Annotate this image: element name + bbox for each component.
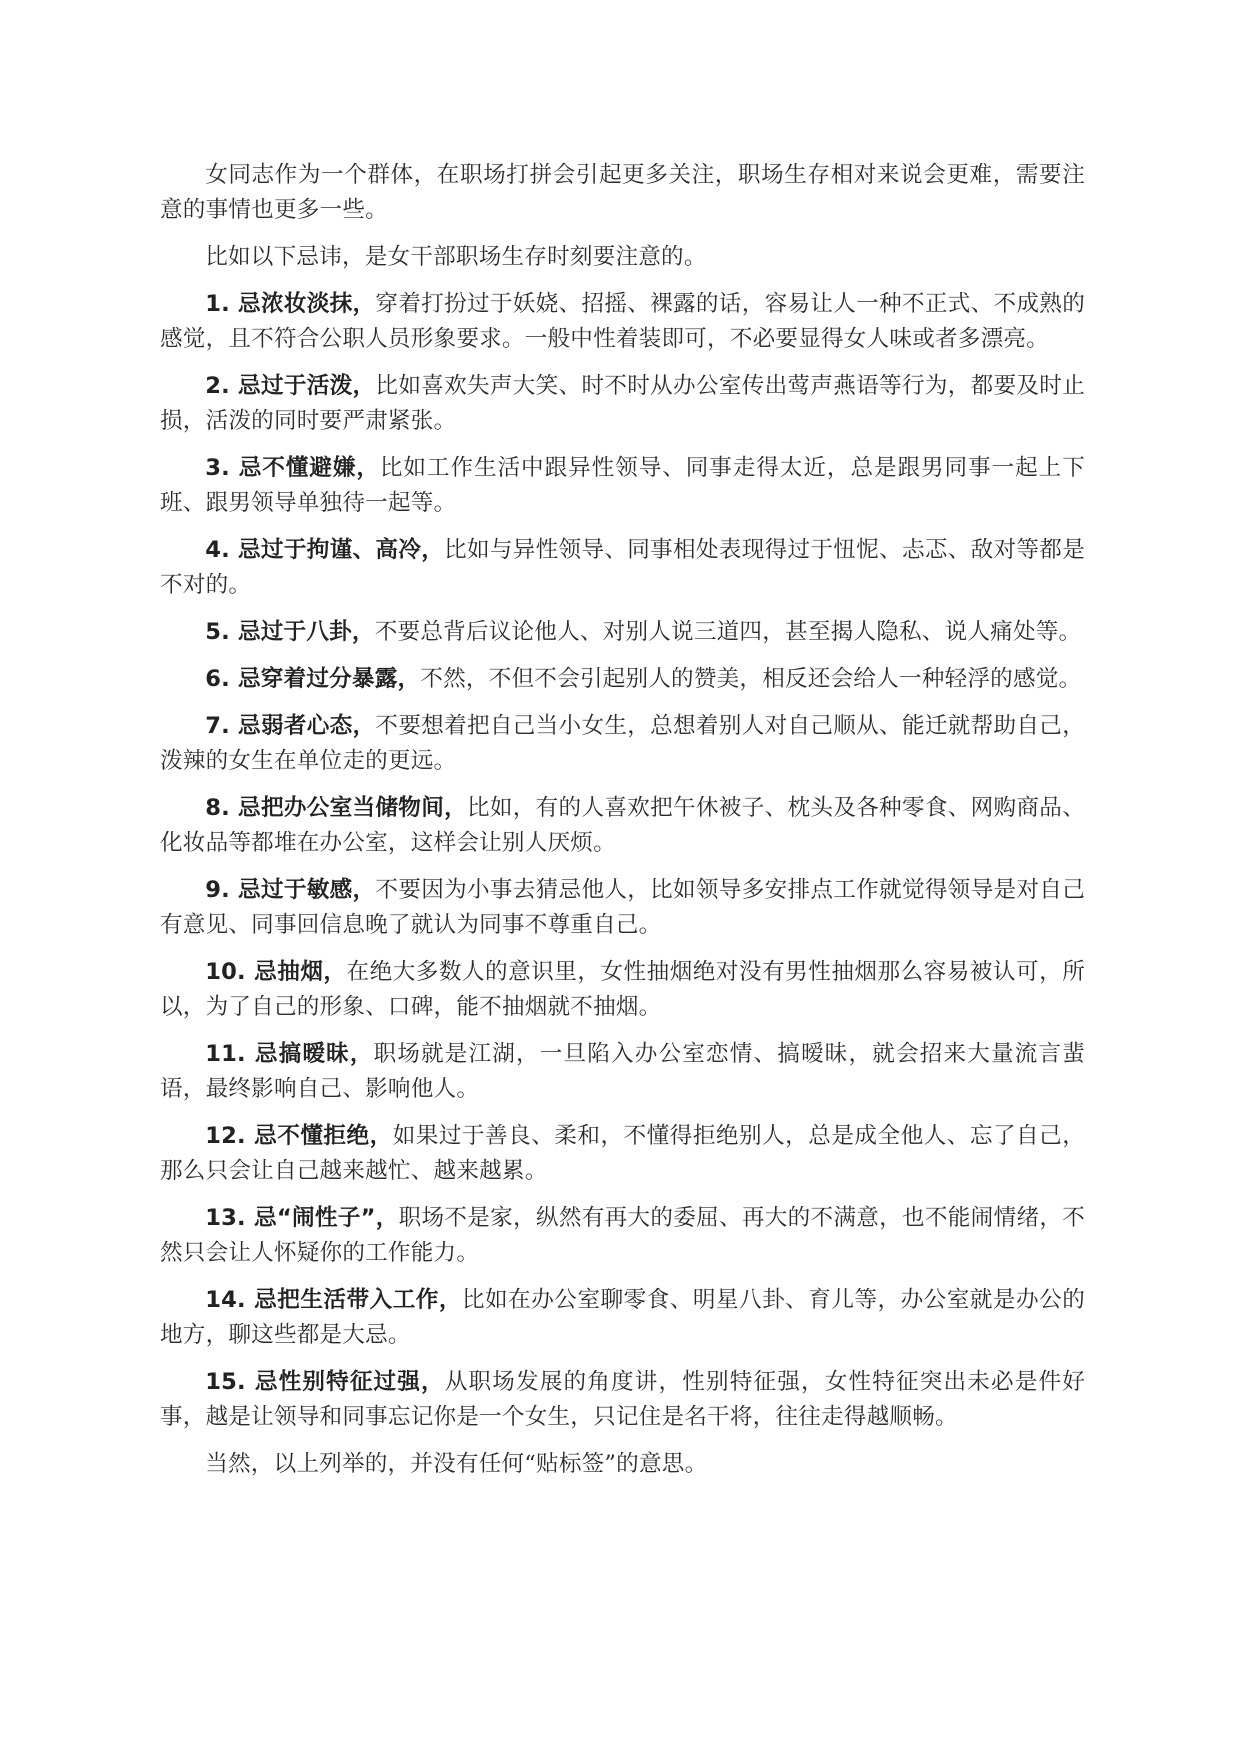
list-item xyxy=(160,1037,1085,1107)
item-text: 穿着打扮过于妖娆、招摇、裸露的话，容易让人一种不正式、不成熟的感觉，且不符合公职人员形象要求。一般中性着装即可，不必要显得女人味或者多漂亮。 xyxy=(160,291,1085,352)
item-title: 15. 忌性别特征过强， xyxy=(205,1369,445,1395)
item-text: 从职场发展的角度讲，性别特征强，女性特征突出未必是件好事，越是让领导和同事忘记你是一个女生，只记住是名干将，往往走得越顺畅。 xyxy=(160,1369,1086,1430)
item-text: 比如与异性领导、同事相处表现得过于忸怩、忐忑、敌对等都是不对的。 xyxy=(160,537,1085,598)
item-title: 3. 忌不懂避嫌， xyxy=(205,455,380,481)
list-item xyxy=(160,533,1085,603)
intro-paragraph: 女同志作为一个群体，在职场打拼会引起更多关注，职场生存相对来说会更难，需要注意的事情也更多一些。 xyxy=(160,162,1085,223)
item-title: 1. 忌浓妆淡抹， xyxy=(205,291,376,317)
list-item xyxy=(160,1365,1085,1435)
item-text: 比如喜欢失声大笑、时不时从办公室传出莺声燕语等行为，都要及时止损，活泼的同时要严肃紧张。 xyxy=(160,373,1085,434)
list-item xyxy=(160,451,1085,521)
list-item xyxy=(160,1201,1085,1271)
list-item xyxy=(160,873,1085,943)
item-text: 比如在办公室聊零食、明星八卦、育儿等，办公室就是办公的地方，聊这些都是大忌。 xyxy=(160,1287,1085,1348)
item-title: 12. 忌不懂拒绝， xyxy=(205,1123,393,1149)
item-title: 6. 忌穿着过分暴露， xyxy=(205,666,421,692)
item-title: 9. 忌过于敏感， xyxy=(205,877,376,903)
list-item xyxy=(160,1283,1085,1353)
list-item xyxy=(160,709,1085,779)
item-text: 不要总背后议论他人、对别人说三道四，甚至揭人隐私、说人痛处等。 xyxy=(374,619,1082,645)
item-text: 不要想着把自己当小女生，总想着别人对自己顺从、能迁就帮助自己，泼辣的女生在单位走的更远。 xyxy=(160,713,1085,774)
item-title: 4. 忌过于拘谨、高冷， xyxy=(205,537,445,563)
item-title: 10. 忌抽烟， xyxy=(205,959,347,985)
item-title: 8. 忌把办公室当储物间， xyxy=(205,795,467,821)
list-item xyxy=(160,791,1085,861)
list-item xyxy=(160,1119,1085,1189)
item-title: 13. 忌“闹性子”， xyxy=(205,1205,399,1231)
item-text: 比如工作生活中跟异性领导、同事走得太近，总是跟男同事一起上下班、跟男领导单独待一起等。 xyxy=(160,455,1085,516)
item-title: 14. 忌把生活带入工作， xyxy=(205,1287,462,1313)
item-text: 在绝大多数人的意识里，女性抽烟绝对没有男性抽烟那么容易被认可，所以，为了自己的形象、口碑，能不抽烟就不抽烟。 xyxy=(160,959,1085,1020)
document-page xyxy=(160,158,1085,1494)
item-text: 不然，不但不会引起别人的赞美，相反还会给人一种轻浮的感觉。 xyxy=(420,666,1082,692)
item-text: 职场不是家，纵然有再大的委屈、再大的不满意，也不能闹情绪，不然只会让人怀疑你的工作能力。 xyxy=(160,1205,1086,1266)
item-title: 2. 忌过于活泼， xyxy=(205,373,376,399)
item-text: 如果过于善良、柔和，不懂得拒绝别人，总是成全他人、忘了自己，那么只会让自己越来越忙、越来越累。 xyxy=(160,1123,1086,1184)
list-item xyxy=(160,955,1085,1025)
closing-paragraph: 当然，以上列举的，并没有任何“贴标签”的意思。 xyxy=(205,1451,708,1477)
item-title: 5. 忌过于八卦， xyxy=(205,619,375,645)
list-item xyxy=(160,662,1085,697)
intro-paragraph: 比如以下忌讳，是女干部职场生存时刻要注意的。 xyxy=(205,244,707,270)
item-text: 比如，有的人喜欢把午休被子、枕头及各种零食、网购商品、化妆品等都堆在办公室，这样会让别人厌烦。 xyxy=(160,795,1085,856)
list-item xyxy=(160,615,1085,650)
list-item xyxy=(160,369,1085,439)
list-item xyxy=(160,287,1085,357)
item-title: 11. 忌搞暧昧， xyxy=(205,1041,374,1067)
item-text: 不要因为小事去猜忌他人，比如领导多安排点工作就觉得领导是对自己有意见、同事回信息晚了就认为同事不尊重自己。 xyxy=(160,877,1085,938)
item-title: 7. 忌弱者心态， xyxy=(205,713,376,739)
item-text: 职场就是江湖，一旦陷入办公室恋情、搞暧昧，就会招来大量流言蜚语，最终影响自己、影响他人。 xyxy=(160,1041,1085,1102)
